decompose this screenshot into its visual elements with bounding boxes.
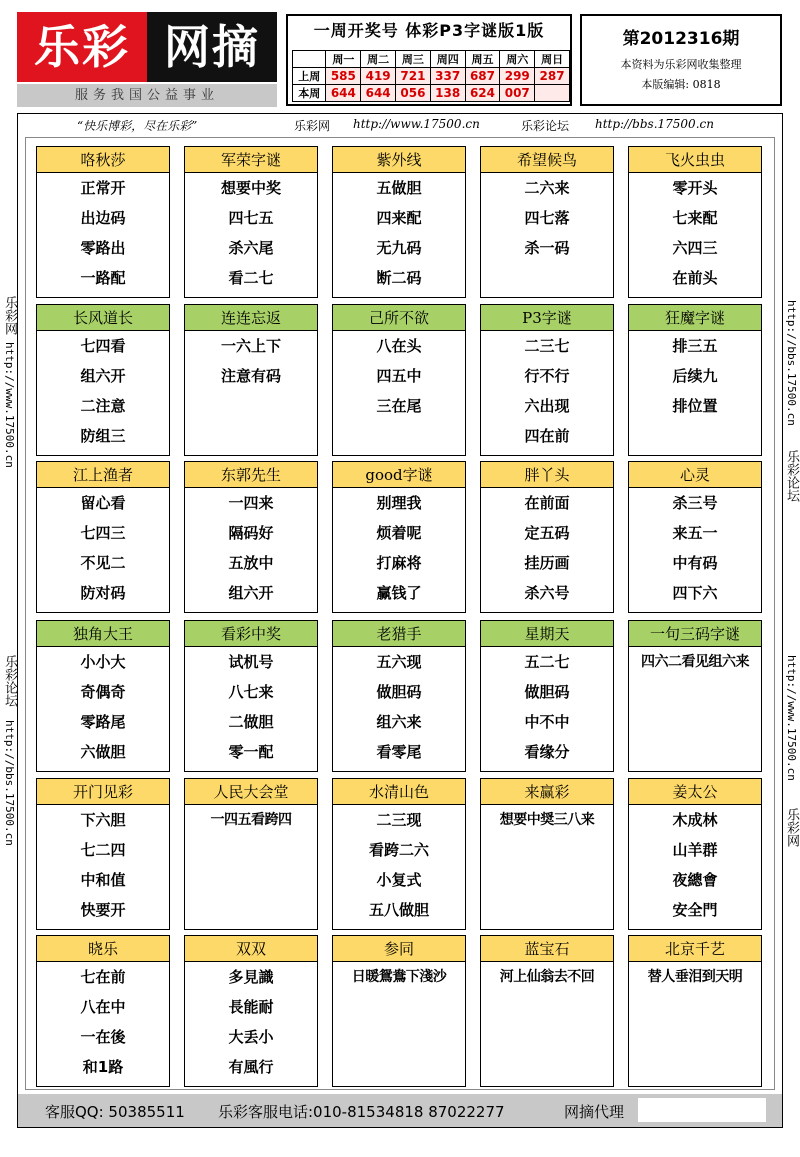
riddle-line: 快要开 bbox=[80, 901, 126, 919]
weekday-header: 周六 bbox=[500, 51, 535, 68]
riddle-cell bbox=[184, 620, 318, 772]
riddle-line: 七来配 bbox=[672, 209, 718, 227]
riddle-author: 晓乐 bbox=[37, 936, 169, 962]
riddle-cell bbox=[480, 778, 614, 930]
riddle-lines bbox=[37, 331, 169, 455]
riddle-cell bbox=[184, 935, 318, 1087]
riddle-author: good字谜 bbox=[333, 462, 465, 488]
riddle-cell bbox=[184, 778, 318, 930]
riddle-line: 小复式 bbox=[376, 871, 422, 889]
riddle-author: 蓝宝石 bbox=[481, 936, 613, 962]
issue-editor: 本版编辑: 0818 bbox=[641, 78, 721, 91]
riddle-author: 长风道长 bbox=[37, 305, 169, 331]
logo-slogan: 服务我国公益事业 bbox=[17, 84, 277, 107]
riddle-cell bbox=[332, 461, 466, 613]
draw-number: 585 bbox=[326, 68, 361, 85]
riddle-cell bbox=[184, 304, 318, 456]
riddle-cell bbox=[480, 935, 614, 1087]
riddle-line: 四七落 bbox=[524, 209, 570, 227]
riddle-lines bbox=[185, 488, 317, 612]
riddle-line: 一四五看跨四 bbox=[210, 812, 292, 828]
draw-number: 644 bbox=[326, 85, 361, 102]
weekday-header-row bbox=[293, 51, 570, 68]
riddle-author: 紫外线 bbox=[333, 147, 465, 173]
side-label-right-bottom: 乐彩网 bbox=[784, 808, 799, 847]
riddle-cell bbox=[184, 461, 318, 613]
riddle-author: 希望候鸟 bbox=[481, 147, 613, 173]
riddle-author: 双双 bbox=[185, 936, 317, 962]
riddle-line: 组六来 bbox=[376, 713, 422, 731]
draw-number: 299 bbox=[500, 68, 535, 85]
riddle-lines bbox=[629, 647, 761, 681]
logo-red-part: 乐彩 bbox=[17, 12, 147, 82]
side-link-left-top[interactable]: http://www.17500.cn bbox=[3, 342, 16, 468]
riddle-line: 不见二 bbox=[80, 554, 126, 572]
riddle-line: 大丢小 bbox=[228, 1028, 274, 1046]
riddle-line: 五放中 bbox=[228, 554, 274, 572]
riddle-lines bbox=[333, 173, 465, 297]
draw-number: 687 bbox=[465, 68, 500, 85]
riddle-cell bbox=[628, 778, 762, 930]
riddle-line: 赢钱了 bbox=[376, 584, 422, 602]
riddle-author: 看彩中奖 bbox=[185, 621, 317, 647]
banner bbox=[17, 114, 783, 136]
riddle-line: 排位置 bbox=[672, 397, 718, 415]
riddle-lines bbox=[481, 488, 613, 612]
riddle-line: 有風行 bbox=[228, 1058, 274, 1076]
riddle-line: 定五码 bbox=[524, 524, 570, 542]
footer-agent: 网摘代理 bbox=[564, 1103, 625, 1121]
riddle-line: 二做胆 bbox=[228, 713, 274, 731]
riddle-line: 安全門 bbox=[672, 901, 718, 919]
banner-forum-link[interactable]: http://bbs.17500.cn bbox=[595, 117, 714, 131]
riddle-line: 看缘分 bbox=[524, 743, 570, 761]
riddle-cell bbox=[36, 620, 170, 772]
last-week-row bbox=[293, 68, 570, 85]
riddle-line: 七二四 bbox=[80, 841, 126, 859]
riddle-line: 来五一 bbox=[672, 524, 718, 542]
banner-forum-label: 乐彩论坛 bbox=[521, 119, 570, 133]
riddle-line: 替人垂泪到天明 bbox=[647, 969, 743, 985]
riddle-lines bbox=[481, 962, 613, 996]
riddle-line: 七四看 bbox=[80, 337, 126, 355]
riddle-line: 下六胆 bbox=[80, 811, 126, 829]
issue-number: 第2012316期 bbox=[622, 29, 740, 49]
riddle-line: 二注意 bbox=[80, 397, 126, 415]
riddle-cell bbox=[36, 304, 170, 456]
riddle-line: 和1路 bbox=[82, 1058, 124, 1076]
riddle-author: 江上渔者 bbox=[37, 462, 169, 488]
logo-wordmark bbox=[17, 12, 277, 82]
riddle-line: 五八做胆 bbox=[368, 901, 429, 919]
weekday-header: 周三 bbox=[396, 51, 431, 68]
riddle-line: 一四来 bbox=[228, 494, 274, 512]
riddle-cell bbox=[480, 146, 614, 298]
riddle-line: 后续九 bbox=[672, 367, 718, 385]
riddle-line: 夜總會 bbox=[672, 871, 718, 889]
issue-note: 本资料为乐彩网收集整理 bbox=[620, 58, 742, 71]
riddle-line: 小小大 bbox=[80, 653, 126, 671]
issue-panel bbox=[580, 14, 782, 106]
riddle-line: 杀一码 bbox=[524, 239, 570, 257]
riddle-lines bbox=[333, 488, 465, 612]
side-link-right-bottom[interactable]: http://www.17500.cn bbox=[785, 655, 798, 781]
riddle-lines bbox=[629, 962, 761, 996]
riddle-line: 留心看 bbox=[80, 494, 126, 512]
riddle-line: 杀三号 bbox=[672, 494, 718, 512]
banner-site-link[interactable]: http://www.17500.cn bbox=[353, 117, 480, 131]
riddle-line: 想要中奖 bbox=[220, 179, 281, 197]
riddle-author: 独角大王 bbox=[37, 621, 169, 647]
riddle-author: 星期天 bbox=[481, 621, 613, 647]
riddle-line: 断二码 bbox=[376, 269, 422, 287]
riddle-line: 多見識 bbox=[228, 968, 274, 986]
riddle-line: 長能耐 bbox=[228, 998, 274, 1016]
riddle-lines bbox=[333, 647, 465, 771]
riddle-line: 想要中奨三八来 bbox=[499, 812, 595, 828]
riddle-line: 中有码 bbox=[672, 554, 718, 572]
riddle-line: 六做胆 bbox=[80, 743, 126, 761]
riddle-cell bbox=[332, 778, 466, 930]
weekday-header: 周四 bbox=[430, 51, 465, 68]
riddle-author: 己所不欲 bbox=[333, 305, 465, 331]
riddle-line: 四在前 bbox=[524, 427, 570, 445]
draw-number: 337 bbox=[430, 68, 465, 85]
riddle-line: 七四三 bbox=[80, 524, 126, 542]
riddle-line: 别理我 bbox=[376, 494, 422, 512]
weekly-results-table bbox=[292, 50, 570, 102]
riddle-line: 隔码好 bbox=[228, 524, 274, 542]
logo-black-part: 网摘 bbox=[147, 12, 277, 82]
riddle-lines bbox=[481, 805, 613, 839]
riddle-cell bbox=[628, 935, 762, 1087]
riddle-author: 东郭先生 bbox=[185, 462, 317, 488]
draw-number: 624 bbox=[465, 85, 500, 102]
riddle-line: 看跨二六 bbox=[368, 841, 429, 859]
riddle-author: 老猎手 bbox=[333, 621, 465, 647]
riddle-lines bbox=[37, 488, 169, 612]
riddle-lines bbox=[185, 805, 317, 839]
footer-agent-blank bbox=[638, 1098, 766, 1122]
riddle-cell bbox=[36, 146, 170, 298]
row-label: 本周 bbox=[293, 85, 326, 102]
banner-site-label: 乐彩网 bbox=[294, 119, 331, 133]
riddle-line: 做胆码 bbox=[524, 683, 570, 701]
draw-number: 419 bbox=[361, 68, 396, 85]
riddle-line: 四六二看见组六来 bbox=[641, 654, 749, 670]
riddle-line: 看二七 bbox=[228, 269, 274, 287]
riddle-line: 排三五 bbox=[672, 337, 718, 355]
riddle-line: 行不行 bbox=[524, 367, 570, 385]
riddle-line: 五六现 bbox=[376, 653, 422, 671]
riddle-cell bbox=[628, 461, 762, 613]
riddle-line: 山羊群 bbox=[672, 841, 718, 859]
riddle-line: 在前面 bbox=[524, 494, 570, 512]
riddle-line: 八七来 bbox=[228, 683, 274, 701]
riddle-lines bbox=[629, 331, 761, 425]
side-label-left-top: 乐彩网 bbox=[2, 296, 17, 335]
draw-number: 644 bbox=[361, 85, 396, 102]
riddle-line: 组六开 bbox=[228, 584, 274, 602]
riddle-line: 四五中 bbox=[376, 367, 422, 385]
riddle-line: 河上仙翁去不回 bbox=[499, 969, 595, 985]
riddle-line: 二六来 bbox=[524, 179, 570, 197]
riddle-line: 在前头 bbox=[672, 269, 718, 287]
riddle-author: 开门见彩 bbox=[37, 779, 169, 805]
riddle-line: 零路出 bbox=[80, 239, 126, 257]
side-label-right-top: 乐彩论坛 bbox=[784, 450, 799, 502]
riddle-author: 一句三码字谜 bbox=[629, 621, 761, 647]
site-logo bbox=[17, 12, 277, 107]
riddle-line: 八在头 bbox=[376, 337, 422, 355]
riddle-lines bbox=[185, 647, 317, 771]
riddle-author: 参同 bbox=[333, 936, 465, 962]
riddle-lines bbox=[481, 173, 613, 267]
riddle-line: 防组三 bbox=[80, 427, 126, 445]
riddle-lines bbox=[37, 173, 169, 297]
weekday-header: 周日 bbox=[535, 51, 570, 68]
riddle-line: 木成林 bbox=[672, 811, 718, 829]
weekly-results-panel bbox=[286, 14, 572, 106]
riddle-line: 六出现 bbox=[524, 397, 570, 415]
riddle-lines bbox=[333, 331, 465, 425]
draw-number: 007 bbox=[500, 85, 535, 102]
riddle-lines bbox=[185, 173, 317, 297]
riddle-line: 无九码 bbox=[376, 239, 422, 257]
side-label-left-bottom: 乐彩论坛 bbox=[2, 655, 17, 707]
riddle-lines bbox=[629, 805, 761, 929]
riddle-lines bbox=[481, 647, 613, 771]
riddle-cell bbox=[332, 935, 466, 1087]
row-label: 上周 bbox=[293, 68, 326, 85]
riddle-line: 中不中 bbox=[524, 713, 570, 731]
riddle-author: 来赢彩 bbox=[481, 779, 613, 805]
weekly-results-title: 一周开奖号 体彩P3字谜版1版 bbox=[313, 21, 545, 40]
riddle-line: 奇偶奇 bbox=[80, 683, 126, 701]
riddle-cell bbox=[480, 304, 614, 456]
riddle-line: 零一配 bbox=[228, 743, 274, 761]
footer-bar bbox=[18, 1094, 782, 1127]
riddle-line: 出边码 bbox=[80, 209, 126, 227]
riddle-line: 零开头 bbox=[672, 179, 718, 197]
riddle-cell bbox=[628, 304, 762, 456]
riddle-author: P3字谜 bbox=[481, 305, 613, 331]
riddle-line: 四来配 bbox=[376, 209, 422, 227]
draw-number: 287 bbox=[535, 68, 570, 85]
riddle-line: 四下六 bbox=[672, 584, 718, 602]
riddle-author: 胖丫头 bbox=[481, 462, 613, 488]
riddle-line: 正常开 bbox=[80, 179, 126, 197]
table-corner bbox=[293, 51, 326, 68]
riddle-line: 五二七 bbox=[524, 653, 570, 671]
footer-qq: 客服QQ: 50385511 bbox=[45, 1103, 185, 1121]
riddle-lines bbox=[333, 805, 465, 929]
riddle-cell bbox=[332, 304, 466, 456]
riddle-lines bbox=[481, 331, 613, 455]
riddle-author: 心灵 bbox=[629, 462, 761, 488]
riddle-line: 中和值 bbox=[80, 871, 126, 889]
riddle-author: 飞火虫虫 bbox=[629, 147, 761, 173]
riddle-author: 水清山色 bbox=[333, 779, 465, 805]
riddle-author: 狂魔字谜 bbox=[629, 305, 761, 331]
riddle-author: 军荣字谜 bbox=[185, 147, 317, 173]
riddle-cell bbox=[184, 146, 318, 298]
riddle-line: 试机号 bbox=[228, 653, 274, 671]
riddle-line: 杀六尾 bbox=[228, 239, 274, 257]
riddle-line: 一在後 bbox=[80, 1028, 126, 1046]
draw-number: 056 bbox=[396, 85, 431, 102]
riddle-line: 二三七 bbox=[524, 337, 570, 355]
riddle-cell bbox=[480, 620, 614, 772]
riddle-author: 姜太公 bbox=[629, 779, 761, 805]
weekday-header: 周五 bbox=[465, 51, 500, 68]
riddle-cell bbox=[36, 778, 170, 930]
footer-phone: 乐彩客服电话:010-81534818 87022277 bbox=[218, 1103, 505, 1121]
riddle-line: 挂历画 bbox=[524, 554, 570, 572]
riddle-cell bbox=[332, 620, 466, 772]
riddle-line: 组六开 bbox=[80, 367, 126, 385]
riddle-line: 一路配 bbox=[80, 269, 126, 287]
riddle-line: 三在尾 bbox=[376, 397, 422, 415]
weekday-header: 周二 bbox=[361, 51, 396, 68]
riddle-cell bbox=[628, 620, 762, 772]
riddle-line: 做胆码 bbox=[376, 683, 422, 701]
riddle-lines bbox=[185, 331, 317, 395]
riddle-author: 人民大会堂 bbox=[185, 779, 317, 805]
riddle-line: 烦着呢 bbox=[376, 524, 422, 542]
riddle-line: 六四三 bbox=[672, 239, 718, 257]
riddle-line: 四七五 bbox=[228, 209, 274, 227]
riddle-cell bbox=[628, 146, 762, 298]
this-week-row bbox=[293, 85, 570, 102]
riddle-line: 八在中 bbox=[80, 998, 126, 1016]
riddle-lines bbox=[37, 647, 169, 771]
riddle-author: 北京千艺 bbox=[629, 936, 761, 962]
riddle-line: 看零尾 bbox=[376, 743, 422, 761]
riddle-line: 五做胆 bbox=[376, 179, 422, 197]
riddle-lines bbox=[37, 805, 169, 929]
riddle-line: 日暖鴛鴦下淺沙 bbox=[351, 969, 447, 985]
riddle-cell bbox=[480, 461, 614, 613]
riddle-cell bbox=[36, 935, 170, 1087]
draw-number bbox=[535, 85, 570, 102]
side-link-right-top[interactable]: http://bbs.17500.cn bbox=[785, 300, 798, 426]
riddle-line: 杀六号 bbox=[524, 584, 570, 602]
draw-number: 138 bbox=[430, 85, 465, 102]
riddle-lines bbox=[37, 962, 169, 1086]
riddle-cell bbox=[36, 461, 170, 613]
weekday-header: 周一 bbox=[326, 51, 361, 68]
riddle-line: 零路尾 bbox=[80, 713, 126, 731]
riddle-author: 连连忘返 bbox=[185, 305, 317, 331]
riddle-line: 打麻将 bbox=[376, 554, 422, 572]
riddle-line: 一六上下 bbox=[220, 337, 281, 355]
riddle-cell bbox=[332, 146, 466, 298]
riddle-lines bbox=[333, 962, 465, 996]
riddle-line: 二三现 bbox=[376, 811, 422, 829]
riddle-line: 注意有码 bbox=[220, 367, 281, 385]
side-link-left-bottom[interactable]: http://bbs.17500.cn bbox=[3, 720, 16, 846]
riddle-lines bbox=[629, 488, 761, 612]
riddle-line: 防对码 bbox=[80, 584, 126, 602]
banner-motto: “快乐博彩，尽在乐彩” bbox=[77, 119, 198, 133]
riddle-lines bbox=[185, 962, 317, 1086]
draw-number: 721 bbox=[396, 68, 431, 85]
riddle-line: 七在前 bbox=[80, 968, 126, 986]
riddle-author: 咯秋莎 bbox=[37, 147, 169, 173]
riddle-lines bbox=[629, 173, 761, 297]
